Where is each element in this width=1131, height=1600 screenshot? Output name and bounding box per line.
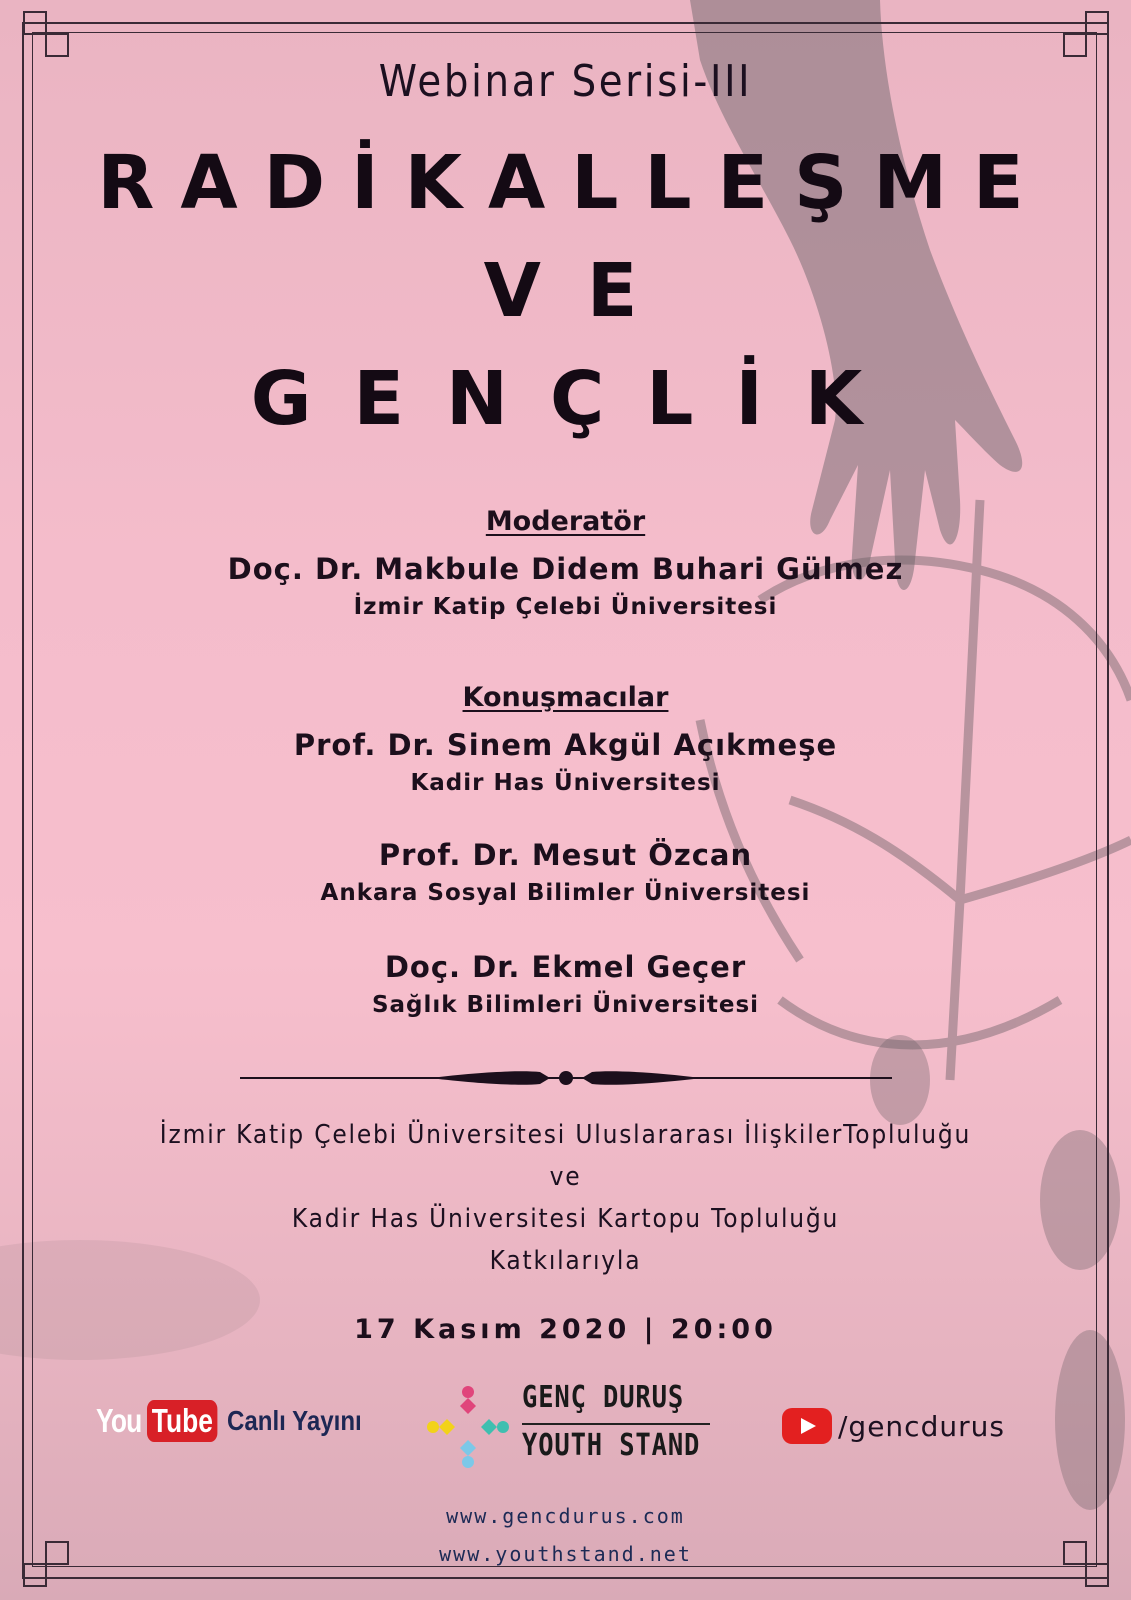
title-line-1: RADİKALLEŞME — [97, 140, 1050, 226]
live-stream-label: Canlı Yayını — [227, 1405, 363, 1436]
event-date: 17 Kasım 2020 | 20:00 — [354, 1314, 777, 1345]
youtube-live-badge[interactable] — [96, 1400, 384, 1442]
title-line-3: GENÇLİK — [250, 356, 905, 442]
youtube-play-icon — [782, 1408, 832, 1444]
speaker-name: Prof. Dr. Sinem Akgül Açıkmeşe — [293, 728, 838, 762]
contributor-line-2: ve — [549, 1162, 582, 1192]
brand-name-en: YOUTH STAND — [522, 1428, 701, 1463]
contributor-line-4: Katkılarıyla — [489, 1246, 642, 1276]
brand-divider — [522, 1423, 710, 1425]
youtube-handle: /gencdurus — [838, 1409, 1005, 1443]
moderator-label: Moderatör — [485, 506, 646, 537]
corner-ornament-top-left — [20, 8, 74, 62]
series-title: Webinar Serisi-III — [378, 56, 753, 107]
speaker-name: Prof. Dr. Mesut Özcan — [378, 838, 753, 872]
speaker-university: Sağlık Bilimleri Üniversitesi — [371, 992, 760, 1018]
speaker-university: Ankara Sosyal Bilimler Üniversitesi — [320, 880, 811, 906]
speakers-label: Konuşmacılar — [462, 682, 669, 713]
youtube-tube-text: Tube — [147, 1400, 218, 1442]
website-link[interactable]: www.gencdurus.com — [446, 1504, 685, 1528]
youtube-channel-link[interactable] — [782, 1408, 1005, 1444]
title-line-2: VE — [483, 248, 684, 334]
website-link[interactable]: www.youthstand.net — [439, 1542, 692, 1566]
youth-stand-logo-icon — [425, 1384, 511, 1470]
moderator-name: Doç. Dr. Makbule Didem Buhari Gülmez — [227, 552, 904, 586]
brand-name-tr: GENÇ DURUŞ — [522, 1380, 685, 1415]
ornamental-divider — [240, 1066, 892, 1090]
contributor-line-1: İzmir Katip Çelebi Üniversitesi Uluslararası İlişkilerTopluluğu — [159, 1120, 972, 1150]
moderator-university: İzmir Katip Çelebi Üniversitesi — [353, 594, 778, 620]
speaker-university: Kadir Has Üniversitesi — [410, 770, 721, 796]
contributor-line-3: Kadir Has Üniversitesi Kartopu Topluluğu — [291, 1204, 840, 1234]
corner-ornament-top-right — [1058, 8, 1112, 62]
speaker-name: Doç. Dr. Ekmel Geçer — [384, 950, 747, 984]
youtube-you-text: You — [96, 1402, 142, 1439]
